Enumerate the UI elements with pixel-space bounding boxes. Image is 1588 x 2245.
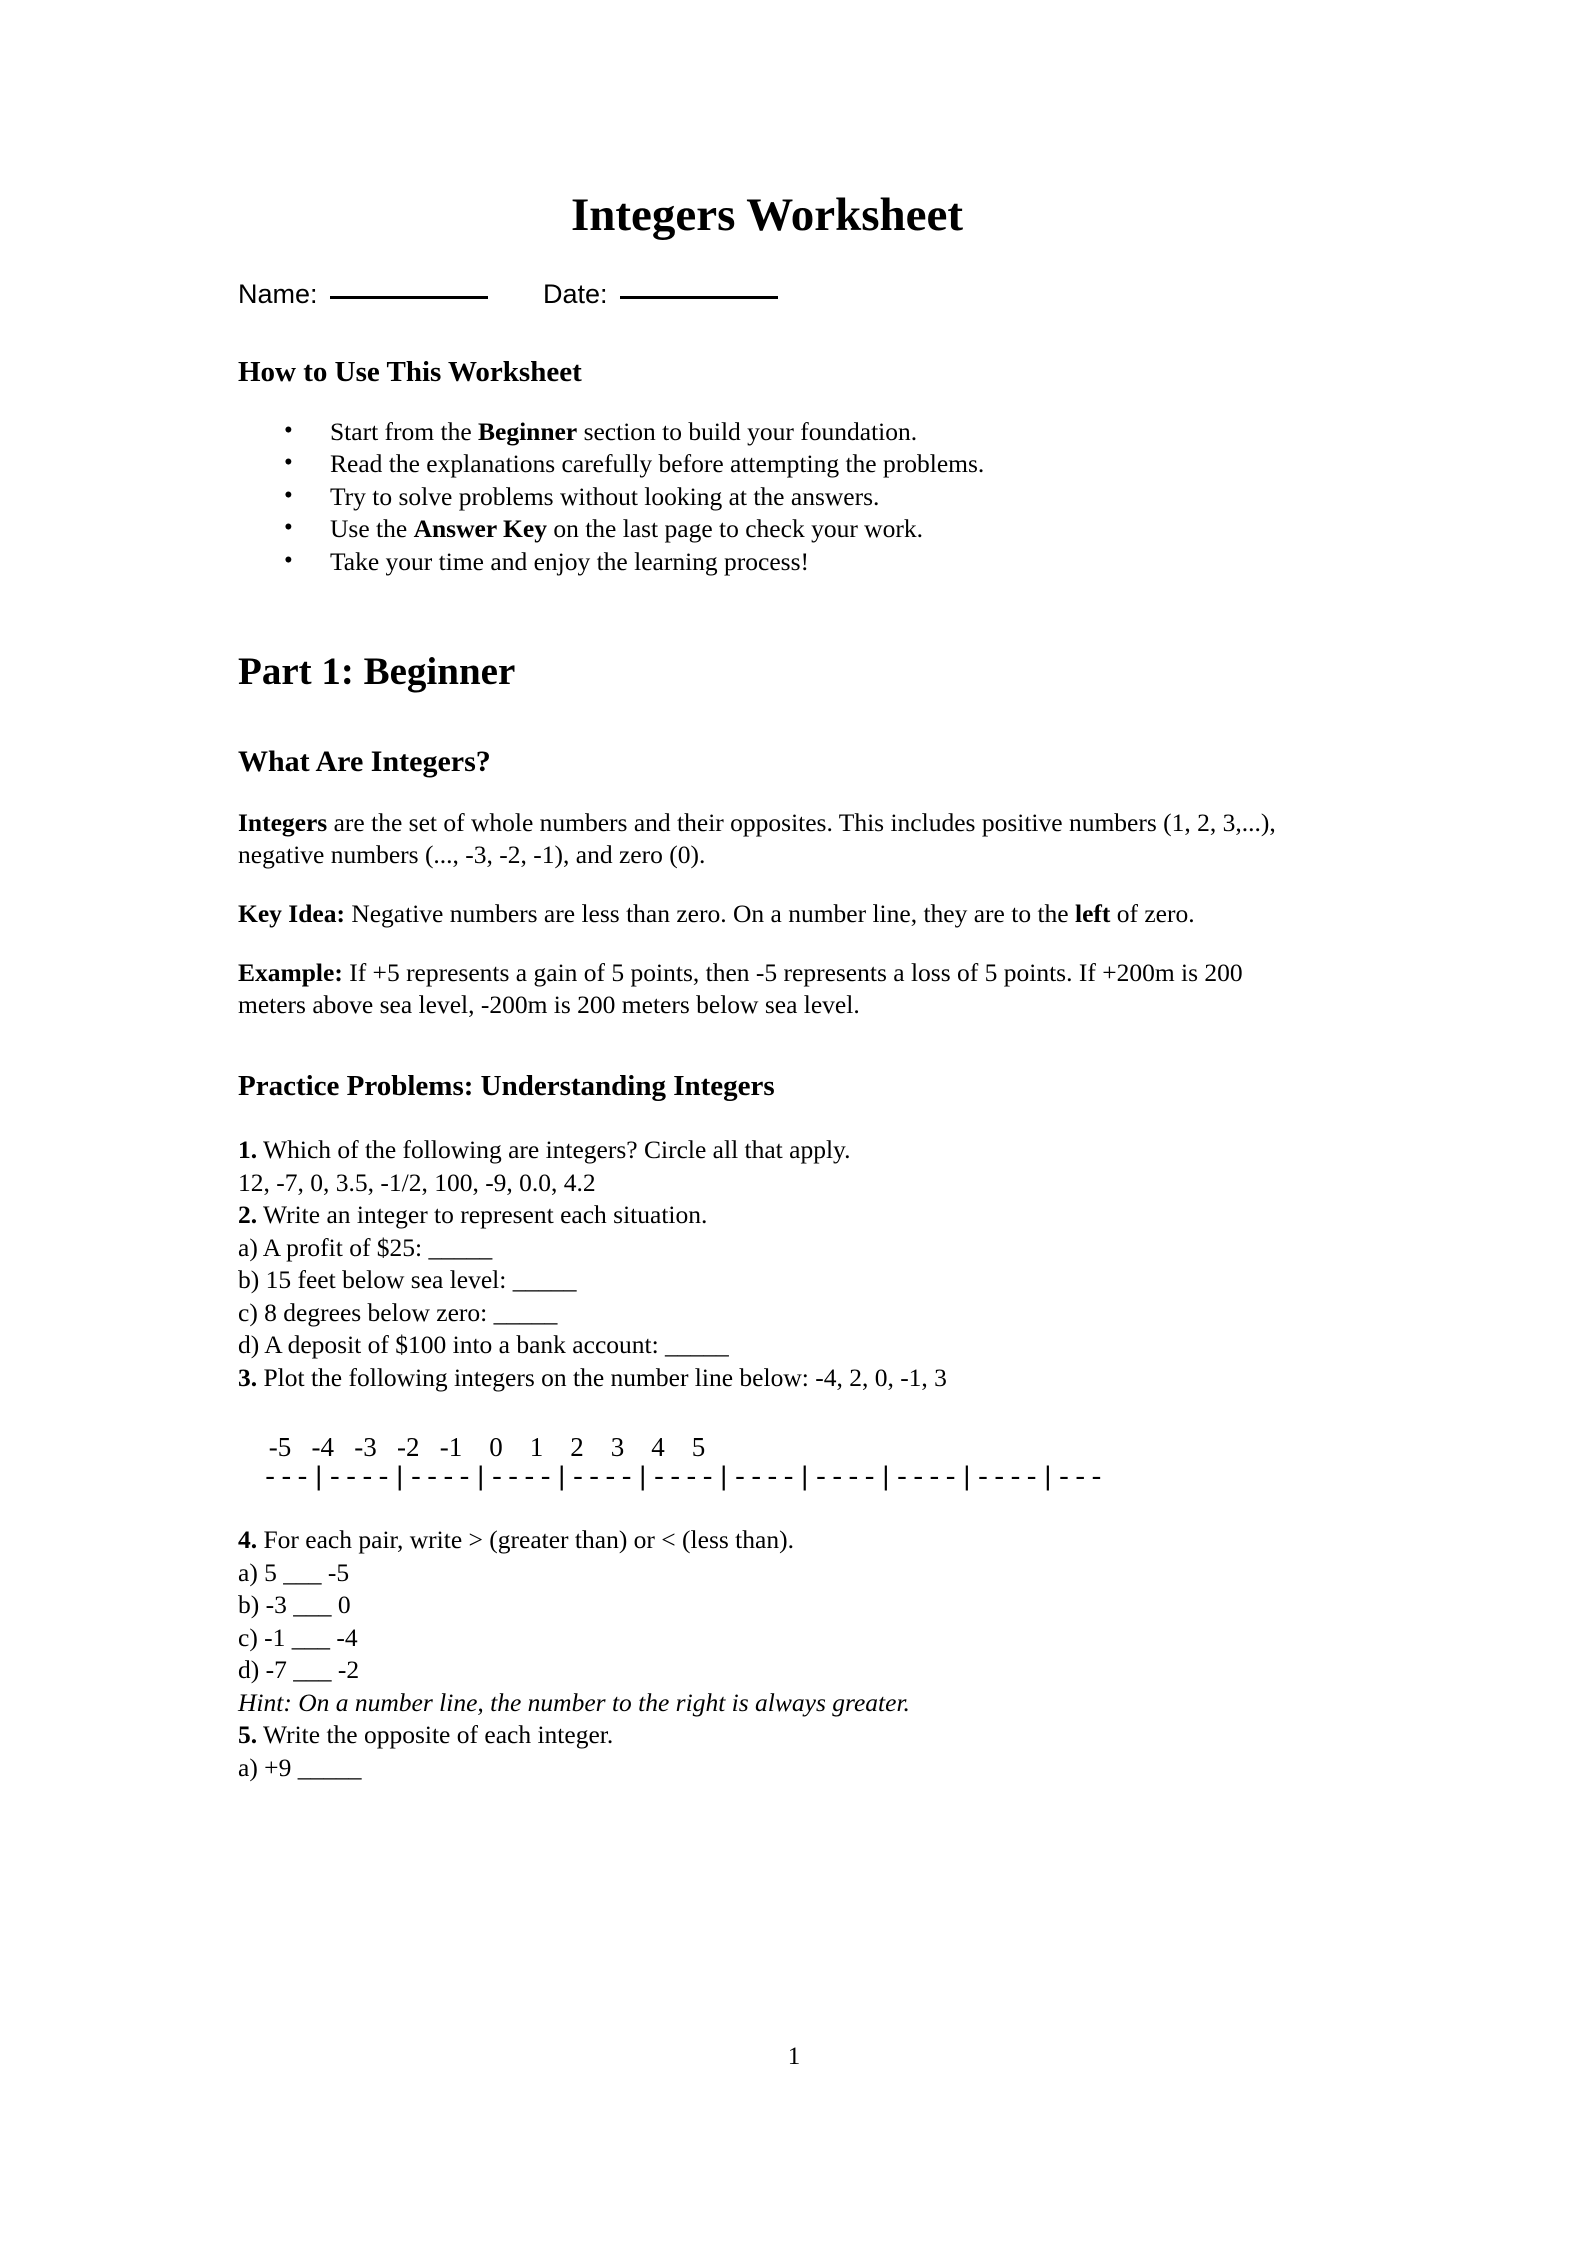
question-line [238,1167,1296,1200]
example-label: Example: [238,958,343,988]
question-text: a) 5 ___ -5 [238,1557,350,1587]
question-line[interactable] [238,1654,1296,1687]
list-item-text-post: section to build your foundation. [577,416,918,446]
question-number: 2. [238,1200,258,1230]
question-text: c) 8 degrees below zero: _____ [238,1297,558,1327]
list-item-text-pre: Use the [330,514,414,544]
date-label: Date: [543,278,608,309]
question-line [238,1524,1296,1557]
page-content [238,0,1296,1784]
question-line[interactable] [238,1752,1296,1785]
list-item-text-post: on the last page to check your work. [546,514,923,544]
question-number: 3. [238,1362,258,1392]
practice-problems-block [238,1134,1296,1394]
question-line [238,1719,1296,1752]
list-item-text-pre: Take your time and enjoy the learning process! [330,546,810,576]
question-text: Write the opposite of each integer. [257,1720,614,1750]
question-line[interactable] [238,1297,1296,1330]
question-text: c) -1 ___ -4 [238,1622,358,1652]
example-text: If +5 represents a gain of 5 points, then -5 represents a loss of 5 points. If +200m is 200 meters above sea level, -200m is 200 meters below sea level. [238,958,1243,1020]
practice-problems-heading: Practice Problems: Understanding Integers [238,1070,775,1103]
question-text: Which of the following are integers? Circle all that apply. [257,1135,851,1165]
number-line-diagram[interactable] [262,1430,1296,1494]
key-idea-paragraph [238,898,1296,930]
list-item [284,448,1296,480]
question-text: Plot the following integers on the number line below: -4, 2, 0, -1, 3 [257,1362,947,1392]
question-text: For each pair, write > (greater than) or < (less than). [257,1525,794,1555]
key-idea-text-before: Negative numbers are less than zero. On a number line, they are to the [344,899,1075,929]
definition-text: are the set of whole numbers and their opposites. This includes positive numbers (1, 2, 3,...), negative numbers (..., -3, -2, -1), and zero (0). [238,808,1276,870]
question-text: d) A deposit of $100 into a bank account: _____ [238,1330,729,1360]
list-item [284,513,1296,545]
question-line[interactable] [238,1622,1296,1655]
how-to-use-list [238,416,1296,578]
name-field-group[interactable] [238,274,488,314]
question-line[interactable] [238,1329,1296,1362]
date-field-group[interactable] [543,274,778,314]
question-text: b) -3 ___ 0 [238,1590,351,1620]
page-number: 1 [787,2043,801,2070]
name-input-rule[interactable] [330,296,488,299]
hint-text: Hint: On a number line, the number to the right is always greater. [238,1687,910,1717]
list-item [284,546,1296,578]
page-title: Integers Worksheet [570,189,964,241]
number-line-labels: -5 -4 -3 -2 -1 0 1 2 3 4 5 [262,1432,706,1463]
question-line [238,1134,1296,1167]
question-text: d) -7 ___ -2 [238,1655,360,1685]
list-item-text-pre: Try to solve problems without looking at the answers. [330,481,880,511]
question-text: a) +9 _____ [238,1752,362,1782]
question-text: b) 15 feet below sea level: _____ [238,1265,577,1295]
number-line-ticks: ---|----|----|----|----|----|----|----|----|----|--- [262,1464,1105,1495]
question-number: 5. [238,1720,258,1750]
date-input-rule[interactable] [620,296,778,299]
question-line [238,1362,1296,1395]
definition-term: Integers [238,808,328,838]
definition-paragraph [238,807,1296,871]
list-item-text-bold: Beginner [478,416,578,446]
what-are-integers-heading: What Are Integers? [238,745,491,779]
how-to-use-heading: How to Use This Worksheet [238,355,582,388]
question-line [238,1199,1296,1232]
name-label: Name: [238,278,318,309]
list-item-text-bold: Answer Key [413,514,547,544]
question-line[interactable] [238,1589,1296,1622]
question-text: Write an integer to represent each situation. [257,1200,708,1230]
question-line[interactable] [238,1232,1296,1265]
question-line[interactable] [238,1264,1296,1297]
name-date-row [238,274,1296,318]
list-item [284,416,1296,448]
key-idea-label: Key Idea: [238,899,345,929]
key-idea-emphasis: left [1074,899,1111,929]
practice-problems-block-2 [238,1524,1296,1784]
list-item [284,481,1296,513]
list-item-text-pre: Start from the [330,416,479,446]
question-line[interactable] [238,1557,1296,1590]
question-number: 4. [238,1525,258,1555]
list-item-text-pre: Read the explanations carefully before attempting the problems. [330,449,985,479]
question-text: 12, -7, 0, 3.5, -1/2, 100, -9, 0.0, 4.2 [238,1167,596,1197]
key-idea-text-after: of zero. [1110,899,1195,929]
part-1-heading: Part 1: Beginner [238,650,516,694]
example-paragraph [238,957,1296,1021]
question-number: 1. [238,1135,258,1165]
question-text: a) A profit of $25: _____ [238,1232,493,1262]
